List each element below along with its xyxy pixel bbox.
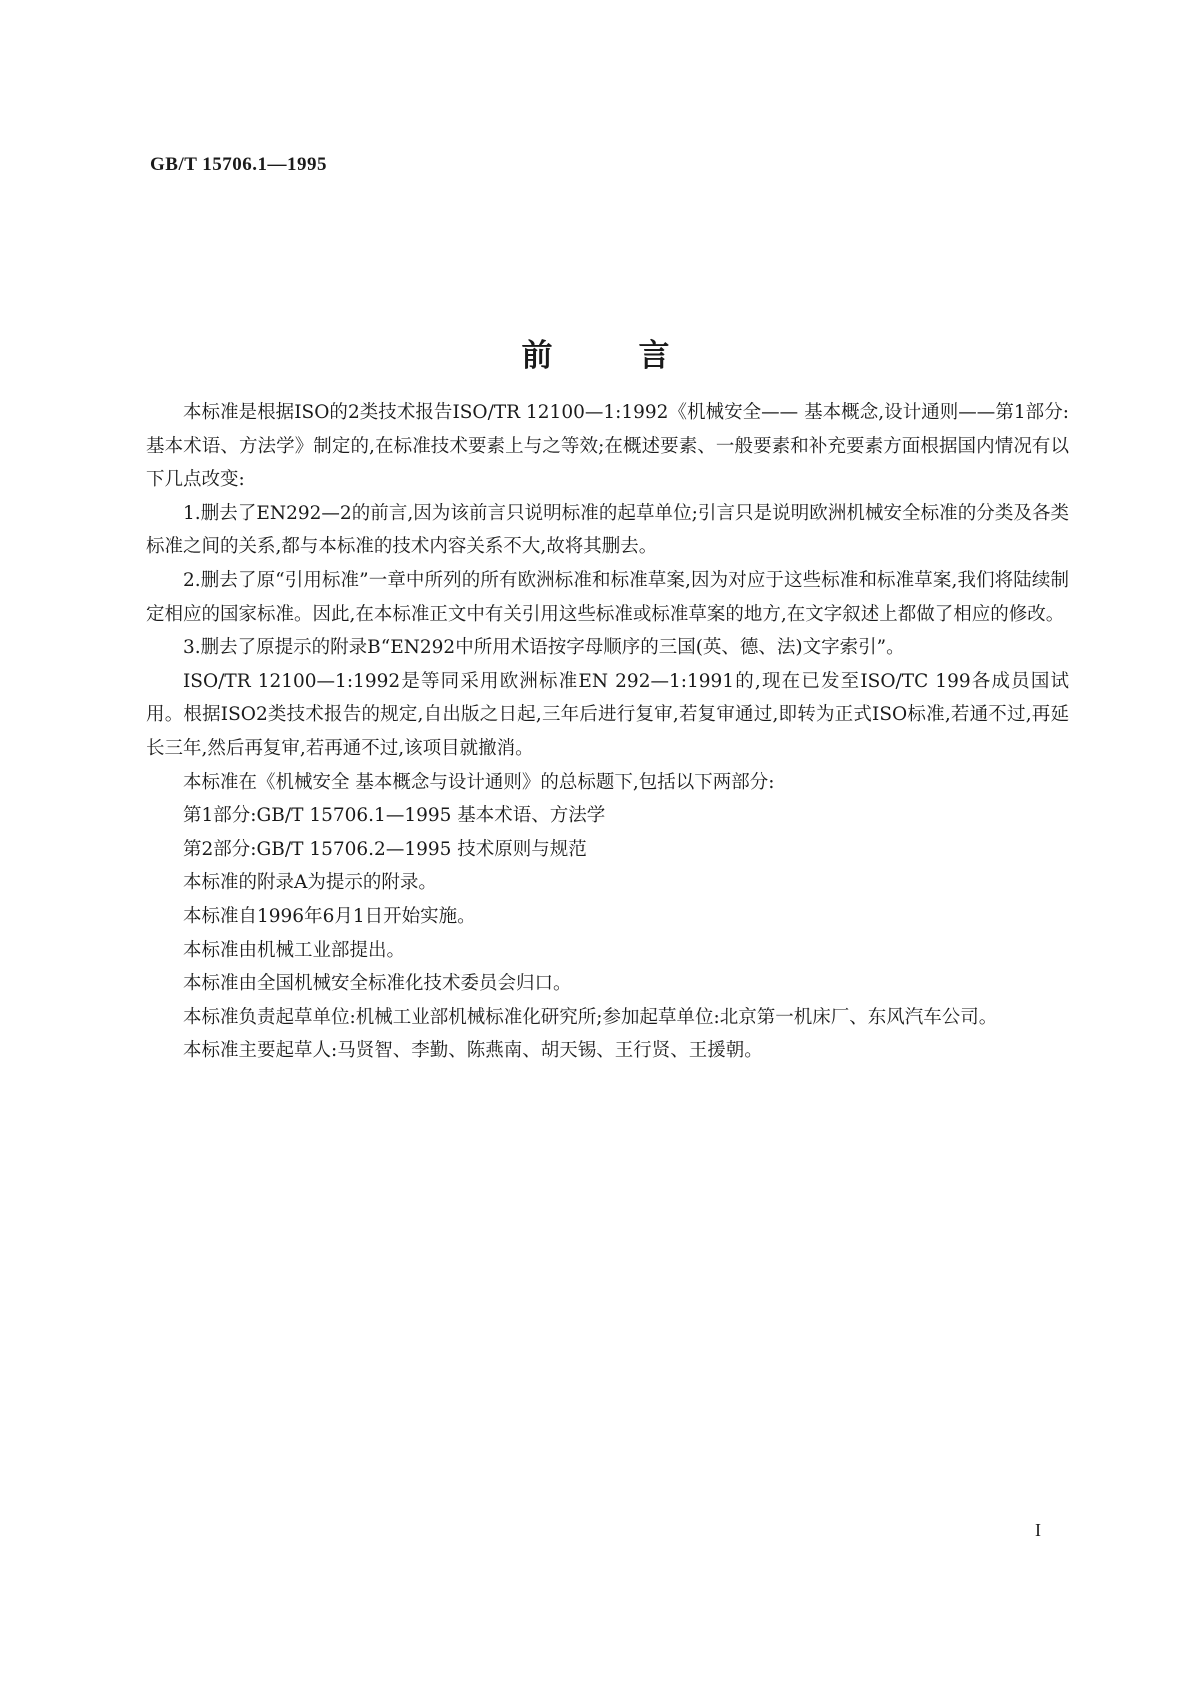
part-list-item: 第2部分:GB/T 15706.2—1995 技术原则与规范: [183, 838, 587, 860]
preface-paragraph: 本标准负责起草单位:机械工业部机械标准化研究所;参加起草单位:北京第一机床厂、东风汽车公司。: [183, 1006, 998, 1028]
preface-paragraph: 本标准的附录A为提示的附录。: [183, 872, 437, 894]
preface-paragraph: 1.删去了EN292—2的前言,因为该前言只说明标准的起草单位;引言只是说明欧洲机械安全标准的分类及各类标准之间的关系,都与本标准的技术内容关系不大,故将其删去。: [146, 502, 1069, 558]
preface-paragraph: 本标准主要起草人:马贤智、李勤、陈燕南、胡天锡、王行贤、王援朝。: [183, 1040, 763, 1062]
preface-paragraph: 本标准是根据ISO的2类技术报告ISO/TR 12100—1:1992《机械安全—— 基本概念,设计通则——第1部分:基本术语、方法学》制定的,在标准技术要素上与之等效;在概述要素、一般要素和补充要素方面根据国内情况有以下几点改变:: [146, 402, 1069, 491]
preface-paragraph: 3.删去了原提示的附录B“EN292中所用术语按字母顺序的三国(英、德、法)文字索引”。: [183, 637, 905, 659]
preface-paragraph: 本标准由机械工业部提出。: [183, 939, 406, 961]
part-list-item: 第1部分:GB/T 15706.1—1995 基本术语、方法学: [183, 805, 606, 827]
page-number: I: [1035, 1520, 1041, 1540]
standard-code: GB/T 15706.1—1995: [150, 154, 328, 175]
preface-body: [146, 396, 1069, 1068]
page-title: 前言: [521, 338, 756, 374]
preface-paragraph: 本标准由全国机械安全标准化技术委员会归口。: [183, 973, 572, 995]
preface-paragraph: ISO/TR 12100—1:1992是等同采用欧洲标准EN 292—1:1991的,现在已发至ISO/TC 199各成员国试用。根据ISO2类技术报告的规定,自出版之日起,三年后进行复审,若复审通过,即转为正式ISO标准,若通不过,再延长三年,然后再复审,若再通不过,该项目就撤消。: [146, 670, 1069, 759]
preface-paragraph: 2.删去了原“引用标准”一章中所列的所有欧洲标准和标准草案,因为对应于这些标准和标准草案,我们将陆续制定相应的国家标准。因此,在本标准正文中有关引用这些标准或标准草案的地方,在文字叙述上都做了相应的修改。: [146, 569, 1069, 625]
preface-paragraph: 本标准自1996年6月1日开始实施。: [183, 905, 476, 927]
preface-paragraph: 本标准在《机械安全 基本概念与设计通则》的总标题下,包括以下两部分:: [183, 771, 775, 793]
